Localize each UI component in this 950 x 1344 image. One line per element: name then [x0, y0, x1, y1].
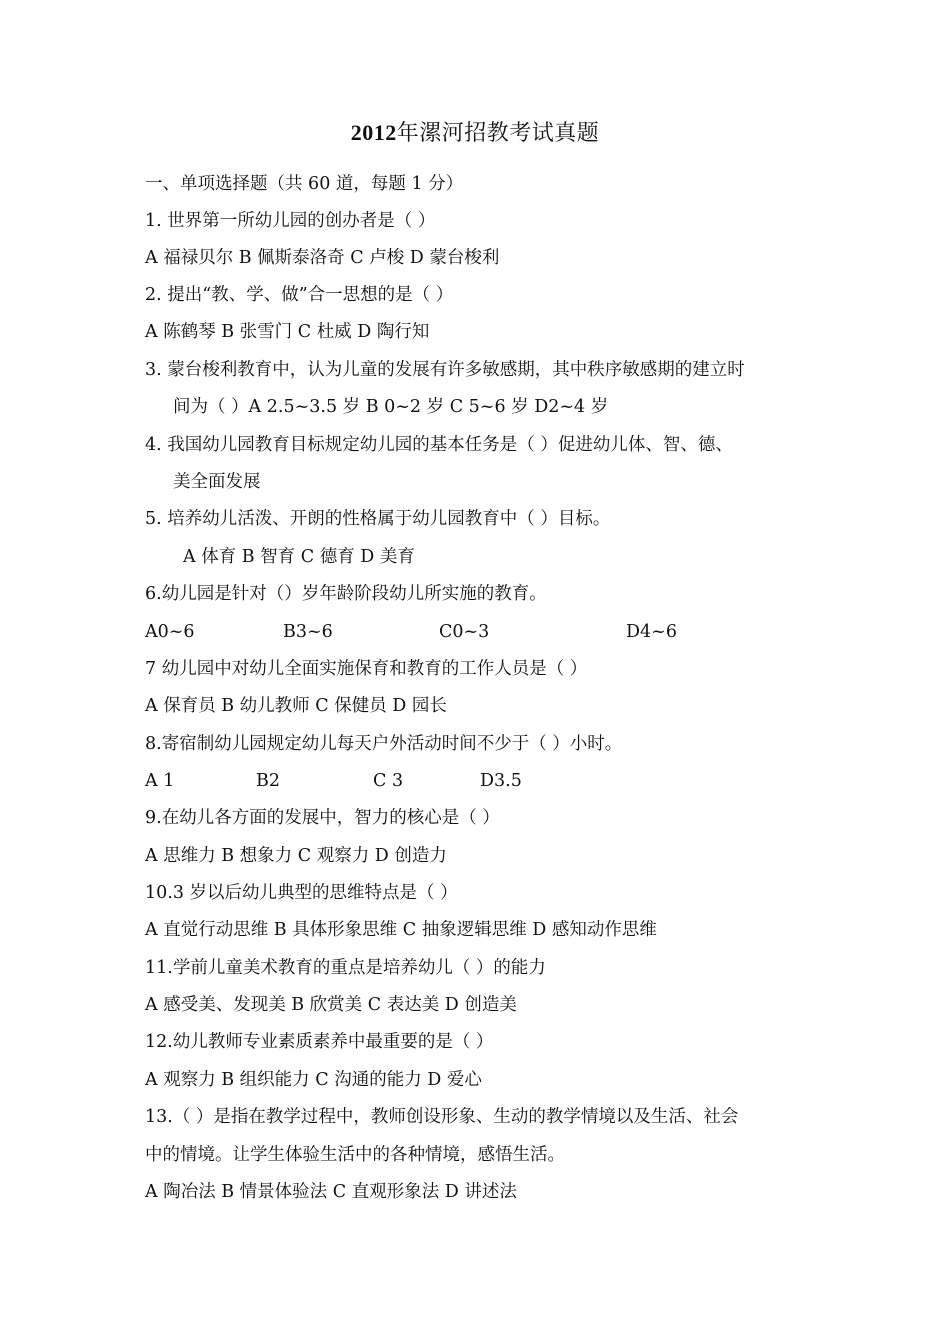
question-8-option-d: D3.5 — [480, 771, 522, 791]
question-1-options: A 福禄贝尔 B 佩斯泰洛奇 C 卢梭 D 蒙台梭利 — [145, 248, 500, 268]
question-8-option-a: A 1 — [145, 771, 175, 791]
question-12: 12.幼儿教师专业素质素养中最重要的是（ ） — [145, 1032, 494, 1052]
question-2: 2. 提出“教、学、做”合一思想的是（ ） — [145, 285, 454, 305]
question-7: 7 幼儿园中对幼儿全面实施保育和教育的工作人员是（ ） — [145, 659, 588, 679]
question-13-line-2: 中的情境。让学生体验生活中的各种情境，感悟生活。 — [145, 1145, 565, 1165]
question-2-options: A 陈鹤琴 B 张雪门 C 杜威 D 陶行知 — [145, 322, 430, 342]
question-11-options: A 感受美、发现美 B 欣赏美 C 表达美 D 创造美 — [145, 995, 517, 1015]
page-title — [0, 116, 950, 147]
question-9-options: A 思维力 B 想象力 C 观察力 D 创造力 — [145, 846, 447, 866]
question-6-option-d: D4~6 — [626, 622, 677, 642]
question-11: 11.学前儿童美术教育的重点是培养幼儿（ ）的能力 — [145, 958, 546, 978]
question-4-line-1: 4. 我国幼儿园教育目标规定幼儿园的基本任务是（ ）促进幼儿体、智、德、 — [145, 435, 733, 455]
question-7-options: A 保育员 B 幼儿教师 C 保健员 D 园长 — [145, 696, 447, 716]
question-13-line-1: 13.（ ）是指在教学过程中，教师创设形象、生动的教学情境以及生活、社会 — [145, 1107, 739, 1127]
question-8: 8.寄宿制幼儿园规定幼儿每天户外活动时间不少于（ ）小时。 — [145, 734, 623, 754]
question-12-options: A 观察力 B 组织能力 C 沟通的能力 D 爱心 — [145, 1070, 482, 1090]
question-3-line-1: 3. 蒙台梭利教育中，认为儿童的发展有许多敏感期，其中秩序敏感期的建立时 — [145, 360, 745, 380]
question-6-option-c: C0~3 — [439, 622, 490, 642]
question-6-option-b: B3~6 — [283, 622, 333, 642]
question-8-option-b: B2 — [256, 771, 280, 791]
question-6-option-a: A0~6 — [145, 622, 195, 642]
question-6: 6.幼儿园是针对（）岁年龄阶段幼儿所实施的教育。 — [145, 584, 547, 604]
question-5-options: A 体育 B 智育 C 德育 D 美育 — [183, 547, 415, 567]
question-10: 10.3 岁以后幼儿典型的思维特点是（ ） — [145, 883, 458, 903]
question-13-options: A 陶冶法 B 情景体验法 C 直观形象法 D 讲述法 — [145, 1182, 517, 1202]
question-8-option-c: C 3 — [373, 771, 404, 791]
question-3-line-2: 间为（ ）A 2.5~3.5 岁 B 0~2 岁 C 5~6 岁 D2~4 岁 — [173, 397, 609, 417]
section-heading: 一、单项选择题（共 60 道，每题 1 分） — [145, 174, 464, 194]
title-year: 2012 — [350, 120, 397, 145]
question-5: 5. 培养幼儿活泼、开朗的性格属于幼儿园教育中（ ）目标。 — [145, 509, 611, 529]
question-9: 9.在幼儿各方面的发展中，智力的核心是（ ） — [145, 808, 500, 828]
question-4-line-2: 美全面发展 — [173, 472, 261, 492]
question-1: 1. 世界第一所幼儿园的创办者是（ ） — [145, 211, 436, 231]
question-10-options: A 直觉行动思维 B 具体形象思维 C 抽象逻辑思维 D 感知动作思维 — [145, 920, 657, 940]
title-text: 年漯河招教考试真题 — [396, 121, 600, 146]
